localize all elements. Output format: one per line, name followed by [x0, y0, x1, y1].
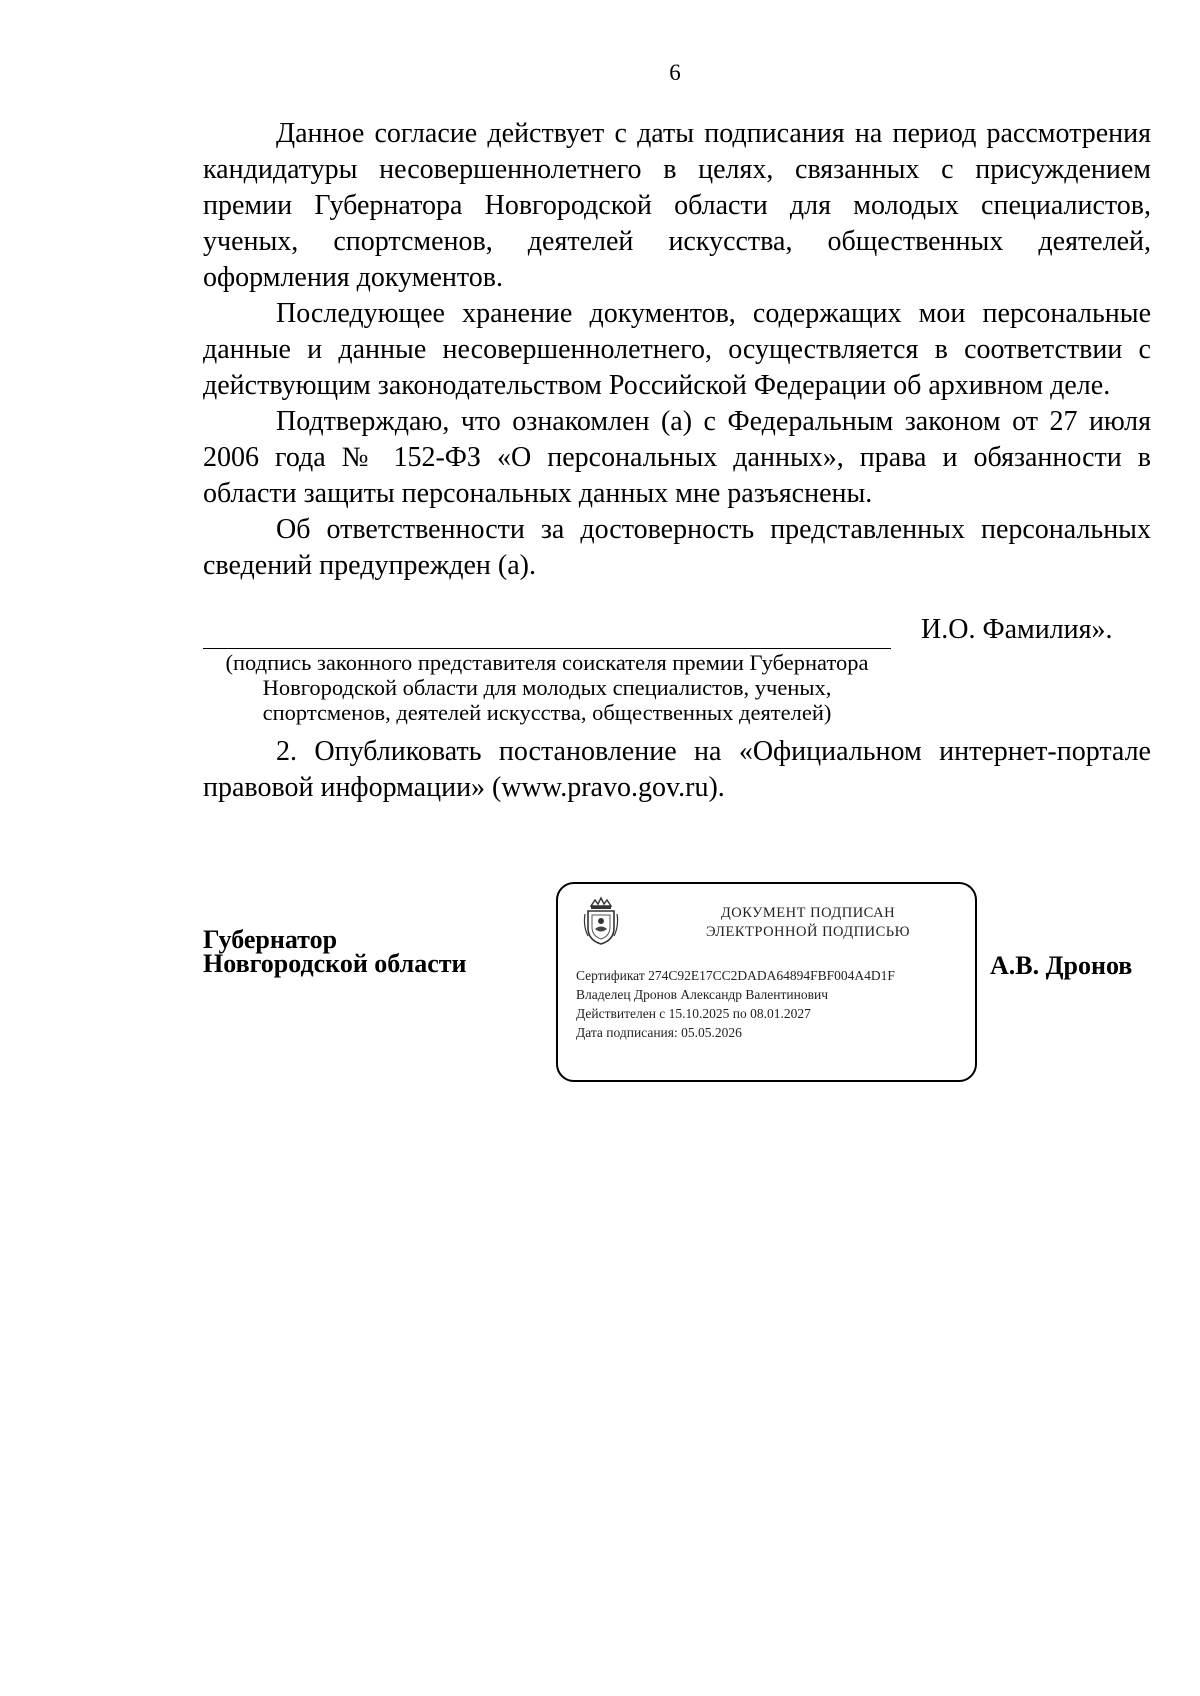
page-number: 6 — [669, 60, 681, 85]
consent-text — [203, 116, 1151, 584]
electronic-signature-stamp — [556, 882, 977, 1082]
paragraph-consent-period: Данное согласие действует с даты подписания на период рассмотрения кандидатуры несовершеннолетнего в целях, связанных с присуждением премии Губернатора Новгородской области для молодых специалистов, ученых, спортсменов, деятелей искусства, общественных деятелей, оформления документов. — [203, 118, 1151, 293]
paragraph-responsibility: Об ответственности за достоверность представленных персональных сведений предупрежден (а). — [203, 514, 1151, 581]
signature-caption-line: Новгородской области для молодых специалистов, ученых, — [262, 675, 832, 700]
stamp-header-line: ДОКУМЕНТ ПОДПИСАН — [720, 905, 896, 921]
stamp-details — [576, 966, 971, 1042]
coat-of-arms-icon — [583, 896, 619, 946]
paragraph-acknowledgement: Подтверждаю, что ознакомлен (а) с Федеральным законом от 27 июля 2006 года № 152-ФЗ «О персональных данных», права и обязанности в области защиты персональных данных мне разъяснены. — [203, 406, 1151, 509]
governor-title-line: Новгородской области — [203, 949, 467, 978]
certificate-validity: Действителен с 15.10.2025 по 08.01.2027 — [576, 1006, 811, 1021]
paragraph-storage: Последующее хранение документов, содержащих мои персональные данные и данные несовершеннолетнего, осуществляется в соответствии с действующим законодательством Российской Федерации об архивном деле. — [203, 298, 1151, 401]
certificate-number: Сертификат 274C92E17CC2DADA64894FBF004A4D1F — [576, 968, 895, 983]
signature-line — [203, 648, 891, 649]
governor-title-line: Губернатор — [203, 925, 338, 954]
signature-name: И.О. Фамилия». — [921, 614, 1113, 645]
governor-name: А.В. Дронов — [990, 951, 1133, 980]
signature-caption-line: (подпись законного представителя соискателя премии Губернатора — [225, 650, 869, 675]
governor-title — [203, 925, 467, 978]
stamp-header-line: ЭЛЕКТРОННОЙ ПОДПИСЬЮ — [705, 924, 911, 940]
publish-section — [203, 734, 1151, 806]
stamp-header — [658, 904, 958, 942]
paragraph-publish: 2. Опубликовать постановление на «Официальном интернет-портале правовой информации» (www.pravo.gov.ru). — [203, 736, 1151, 803]
signing-date: Дата подписания: 05.05.2026 — [576, 1025, 742, 1040]
signature-caption-line: спортсменов, деятелей искусства, общественных деятелей) — [262, 700, 832, 725]
certificate-owner: Владелец Дронов Александр Валентинович — [576, 987, 828, 1002]
signature-caption — [203, 650, 891, 725]
signature-block — [203, 612, 1151, 732]
